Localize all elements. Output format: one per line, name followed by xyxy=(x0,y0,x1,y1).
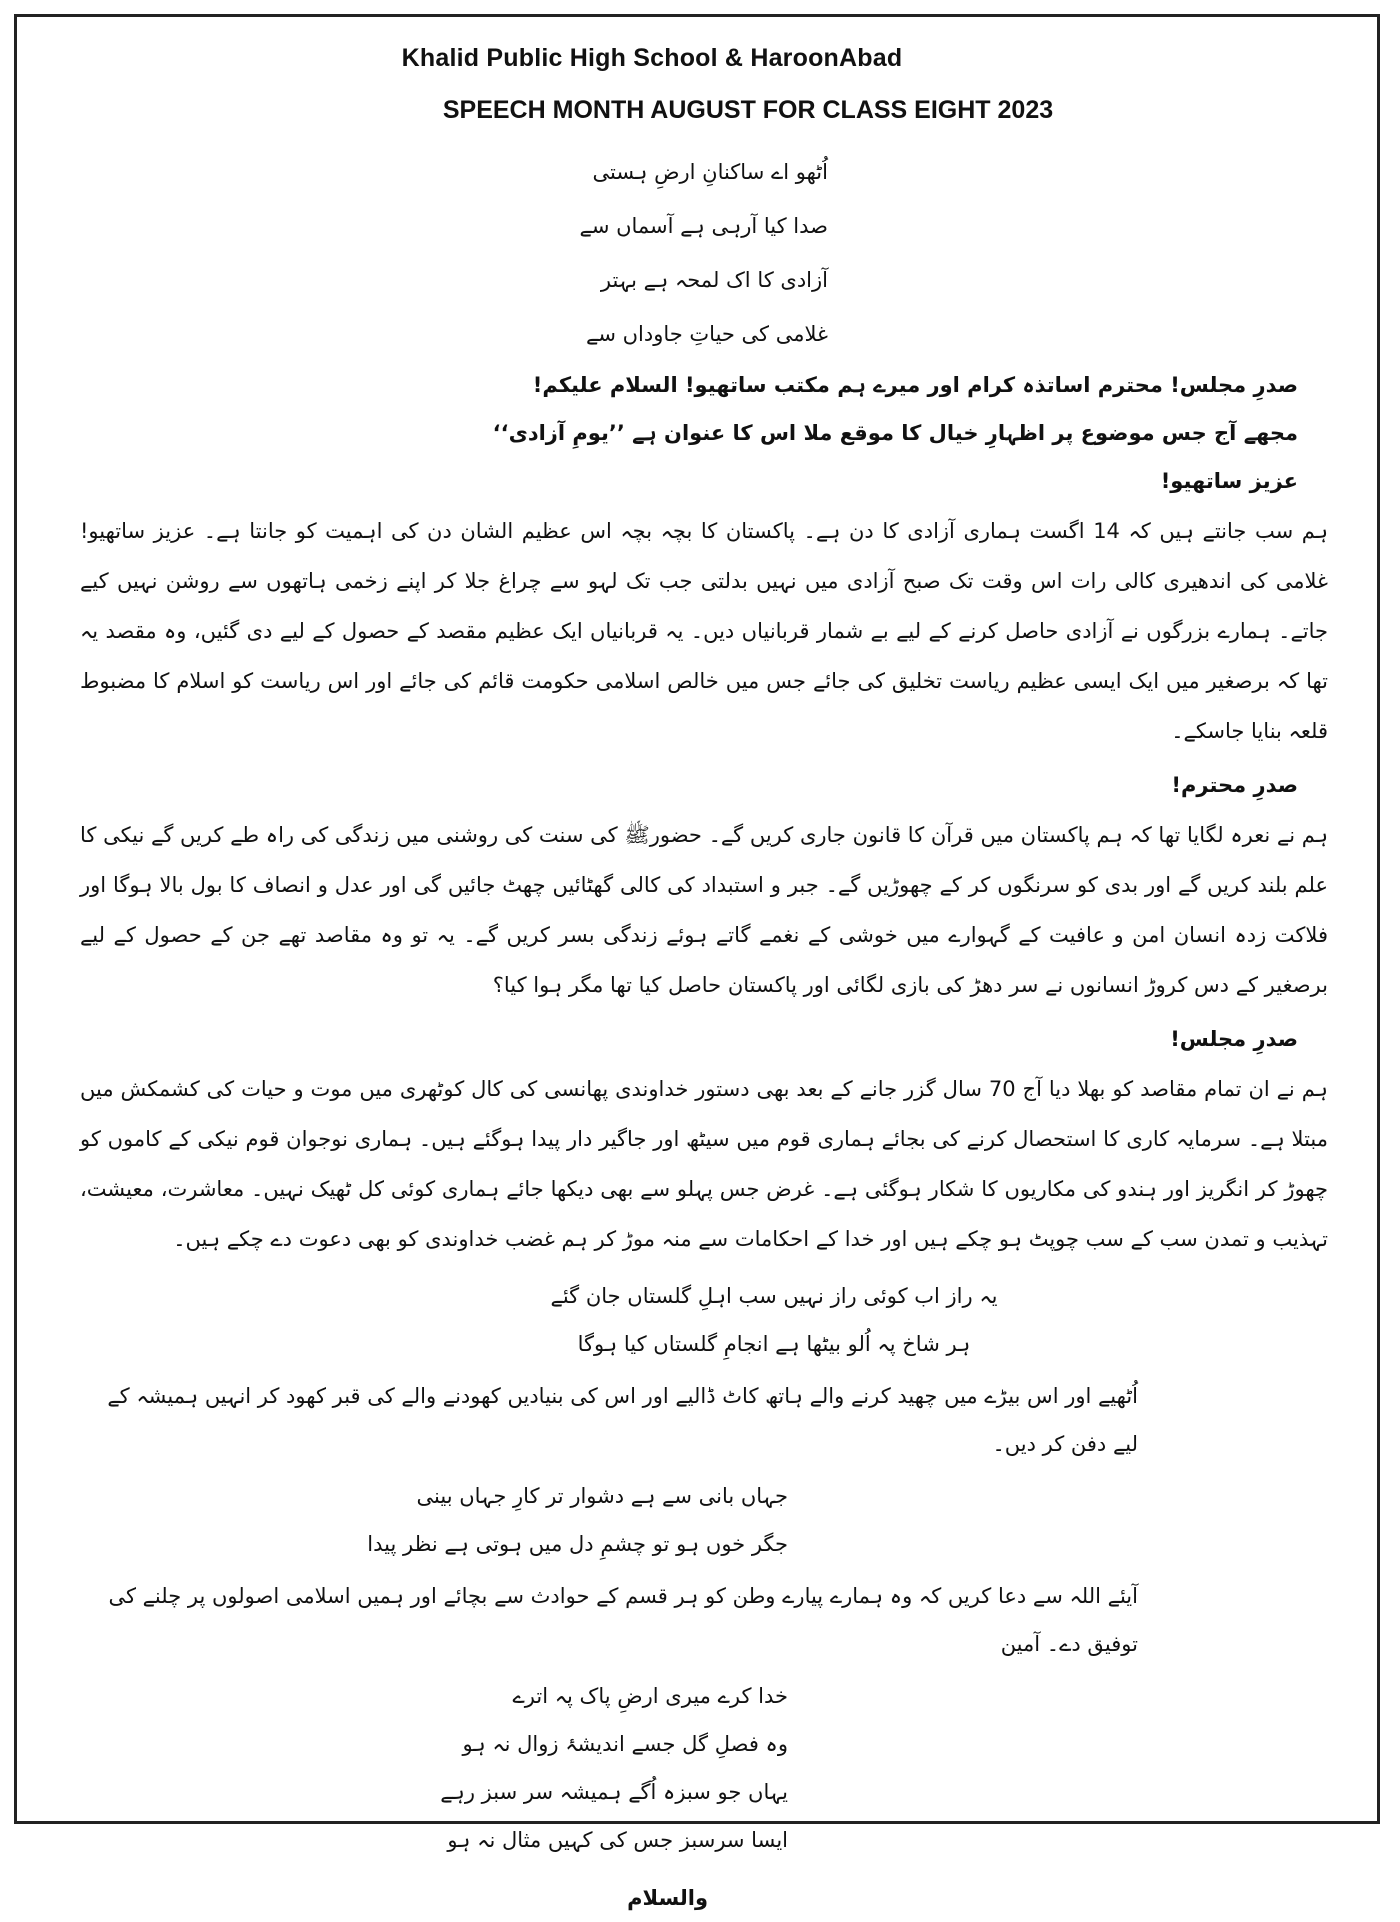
closing-verse-line: ایسا سرسبز جس کی کہیں مثال نہ ہو xyxy=(447,1828,788,1852)
opening-verse-line: آزادی کا اک لمحہ ہے بہتر xyxy=(600,268,828,292)
opening-verse-line: صدا کیا آرہی ہے آسماں سے xyxy=(579,214,828,238)
speech-body xyxy=(80,148,1328,1922)
call-to-action: اُٹھیے اور اس بیڑے میں چھید کرنے والے ہاتھ کاٹ ڈالیے اور اس کی بنیادیں کھودنے والے کی قبر کھود کر انہیں ہمیشہ کے لیے دفن کر دیں۔ xyxy=(107,1384,1138,1456)
closing-word: والسلام xyxy=(627,1886,708,1910)
prayer-line: آیئے اللہ سے دعا کریں کہ وہ ہمارے پیارے وطن کو ہر قسم کے حوادث سے بچائے اور ہمیں اسلامی اصولوں پر چلنے کی توفیق دے۔ آمین xyxy=(108,1584,1138,1656)
closing-verse-line: خدا کرے میری ارضِ پاک پہ اترے xyxy=(512,1684,788,1708)
closing-verse-line: وہ فصلِ گل جسے اندیشۂ زوال نہ ہو xyxy=(462,1732,788,1756)
speech-title: SPEECH MONTH AUGUST FOR CLASS EIGHT 2023 xyxy=(442,96,1054,124)
paragraph: ہم نے ان تمام مقاصد کو بھلا دیا آج 70 سال گزر جانے کے بعد بھی دستور خداوندی پھانسی کی کال کوٹھری میں موت و حیات کی کشمکش میں مبتلا ہے۔ سرمایہ کاری کا استحصال کرنے کی بجائے ہماری قوم میں سیٹھ اور جاگیر دار پیدا ہوگئے ہیں۔ ہماری نوجوان قوم نیکی کے کاموں کو چھوڑ کر انگریز اور ہندو کی مکاریوں کا شکار ہوگئی ہے۔ غرض جس پہلو سے بھی دیکھا جائے ہماری کوئی کل ٹھیک نہیں۔ معاشرت، معیشت، تہذیب و تمدن سب کے سب چوپٹ ہو چکے ہیں اور خدا کے احکامات سے منہ موڑ کر ہم غضب خداوندی کو بھی دعوت دے چکے ہیں۔ xyxy=(80,1077,1328,1251)
salutation-line: صدرِ مجلس! xyxy=(1170,1027,1298,1051)
verse-line: جگر خوں ہو تو چشمِ دل میں ہوتی ہے نظر پیدا xyxy=(367,1532,788,1556)
opening-verse-line: غلامی کی حیاتِ جاوداں سے xyxy=(586,322,828,346)
verse-line: جہاں بانی سے ہے دشوار تر کارِ جہاں بینی xyxy=(416,1484,788,1508)
paragraph: ہم سب جانتے ہیں کہ 14 اگست ہماری آزادی کا دن ہے۔ پاکستان کا بچہ بچہ اس عظیم الشان دن کی اہمیت کو جانتا ہے۔ عزیز ساتھیو! غلامی کی اندھیری کالی رات اس وقت تک صبح آزادی میں نہیں بدلتی جب تک لہو سے چراغ جلا کر اپنے زخمی ہاتھوں سے روشن نہیں کیے جاتے۔ ہمارے بزرگوں نے آزادی حاصل کرنے کے لیے بے شمار قربانیاں دیں۔ یہ قربانیاں ایک عظیم مقصد کے حصول کے لیے دی گئیں، وہ مقصد یہ تھا کہ برصغیر میں ایک ایسی عظیم ریاست تخلیق کی جائے جس میں خالص اسلامی حکومت قائم کی جائے اور اس ریاست کو اسلام کا مضبوط قلعہ بنایا جاسکے۔ xyxy=(80,519,1329,743)
paragraph: ہم نے نعرہ لگایا تھا کہ ہم پاکستان میں قرآن کا قانون جاری کریں گے۔ حضورﷺ کی سنت کی روشنی میں زندگی کی راہ طے کریں گے نیکی کا علم بلند کریں گے اور بدی کو سرنگوں کر کے چھوڑیں گے۔ جبر و استبداد کی کالی گھٹائیں چھٹ جائیں گی اور عدل و انصاف کا بول بالا ہوگا اور فلاکت زدہ انسان امن و عافیت کے گہوارے میں خوشی کے نغمے گاتے ہوئے زندگی بسر کریں گے۔ یہ تو وہ مقاصد تھے جن کے حصول کے لیے برصغیر کے دس کروڑ انسانوں نے سر دھڑ کی بازی لگائی اور پاکستان حاصل کیا تھا مگر ہوا کیا؟ xyxy=(80,823,1328,997)
opening-verse-line: اُٹھو اے ساکنانِ ارضِ ہستی xyxy=(592,160,828,184)
salutation-line: صدرِ محترم! xyxy=(1171,773,1298,797)
topic-line: مجھے آج جس موضوع پر اظہارِ خیال کا موقع ملا اس کا عنوان ہے ’’یومِ آزادی‘‘ xyxy=(492,421,1298,445)
closing-verse-line: یہاں جو سبزہ اُگے ہمیشہ سر سبز رہے xyxy=(440,1780,788,1804)
middle-verse-line: یہ راز اب کوئی راز نہیں سب اہلِ گلستاں جان گئے xyxy=(550,1284,998,1308)
middle-verse-line: ہر شاخ پہ اُلو بیٹھا ہے انجامِ گلستاں کیا ہوگا xyxy=(577,1332,971,1356)
school-name: Khalid Public High School & HaroonAbad xyxy=(401,44,903,72)
salutation-line: صدرِ مجلس! محترم اساتذہ کرام اور میرے ہم مکتب ساتھیو! السلام علیکم! xyxy=(532,373,1298,397)
salutation-line: عزیز ساتھیو! xyxy=(1160,469,1298,493)
